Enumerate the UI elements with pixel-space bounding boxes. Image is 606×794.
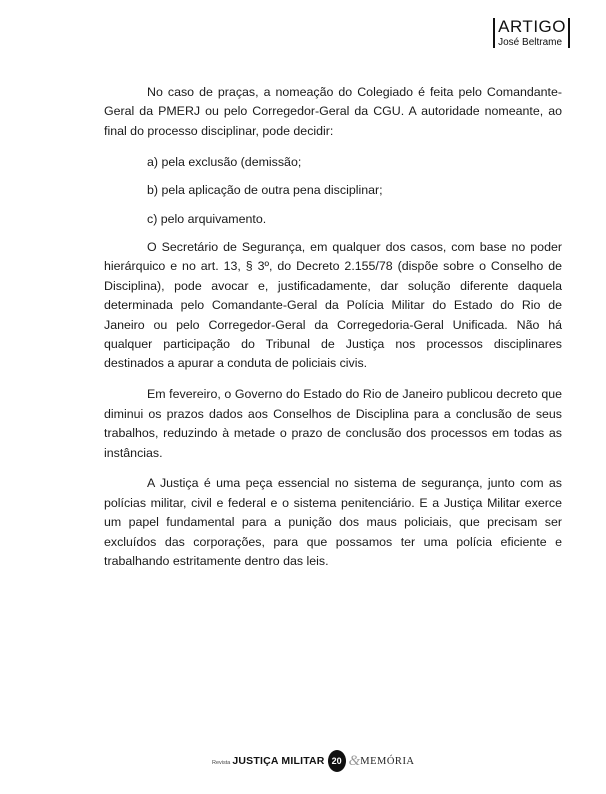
header-divider-left	[493, 18, 495, 48]
footer-ampersand: &	[348, 752, 361, 769]
paragraph: A Justiça é uma peça essencial no sistema de segurança, junto com as polícias militar, civil e federal e o sistema penitenciário. E a Justiça Militar exerce um papel fundamental para a punição dos maus policiais, que precisam ser excluídos das corporações, para que possamos ter uma polícia eficiente e trabalhando estritamente dentro das leis.	[104, 476, 562, 569]
page-footer	[212, 748, 415, 774]
footer-revista-label: Revista	[212, 759, 231, 766]
footer-memoria: MEMÓRIA	[360, 755, 415, 767]
footer-magazine-title: JUSTIÇA MILITAR	[232, 755, 325, 767]
article-body	[104, 83, 562, 583]
option-item: b) pela aplicação de outra pena disciplinar;	[147, 183, 383, 198]
article-header	[493, 18, 570, 48]
option-item: c) pelo arquivamento.	[147, 211, 267, 226]
section-label: ARTIGO	[498, 17, 566, 36]
option-item: a) pela exclusão (demissão;	[147, 154, 302, 169]
paragraph: Em fevereiro, o Governo do Estado do Rio de Janeiro publicou decreto que diminui os prazos dados aos Conselhos de Disciplina para a conclusão de seus trabalhos, reduzindo à metade o prazo de conclusão dos processos em todas as instâncias.	[104, 387, 562, 460]
page-number-badge: 20	[328, 750, 346, 772]
header-divider-right	[568, 18, 570, 48]
author-name: José Beltrame	[498, 37, 563, 48]
paragraph: No caso de praças, a nomeação do Colegiado é feita pelo Comandante-Geral da PMERJ ou pelo Corregedor-Geral da CGU. A autoridade nomeante, ao final do processo disciplinar, pode decidir:	[104, 85, 562, 138]
paragraph: O Secretário de Segurança, em qualquer dos casos, com base no poder hierárquico e no art. 13, § 3º, do Decreto 2.155/78 (dispõe sobre o Conselho de Disciplina), pode avocar e, justificadamente, dar solução diferente daquela determinada pelo Comandante-Geral da Polícia Militar do Estado do Rio de Janeiro ou pelo Corregedor-Geral da Corregedoria-Geral Unificada. Não há qualquer participação do Tribunal de Justiça nos processos disciplinares destinados a apurar a conduta de policiais civis.	[104, 239, 562, 371]
